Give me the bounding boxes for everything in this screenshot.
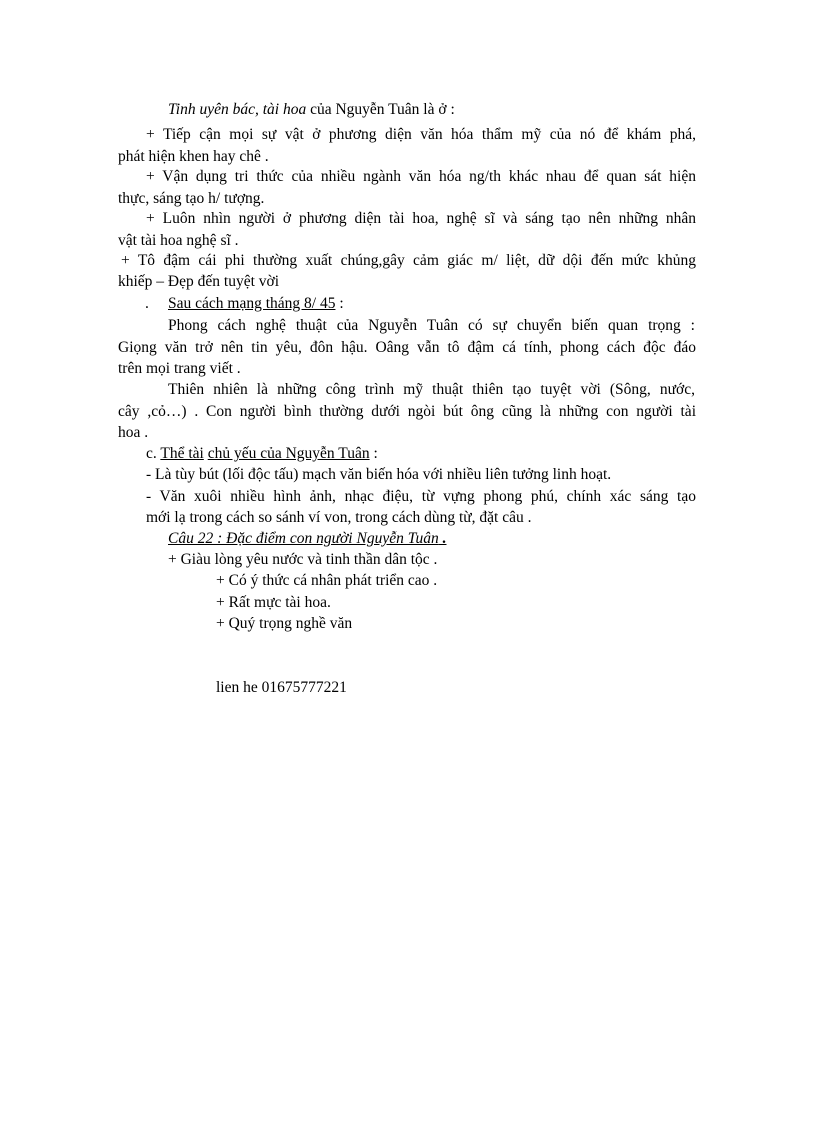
section-c-heading-line [146, 444, 378, 464]
question-point2: + Có ý thức cá nhân phát triển cao . [216, 572, 438, 589]
question-title: Câu 22 : Đặc điểm con người Nguyễn Tuân [168, 530, 439, 547]
section-b-heading: Sau cách mạng tháng 8/ 45 [168, 295, 336, 312]
para1-line1: Phong cách nghệ thuật của Nguyễn Tuân có sự chuyển biến quan trọng : [168, 317, 695, 334]
question-point4: + Quý trọng nghề văn [216, 615, 353, 632]
section-c-item1: - Là tùy bút (lối độc tấu) mạch văn biến hóa với nhiều liên tưởng linh hoạt. [146, 466, 612, 483]
bullet2-line1: + Vận dụng tri thức của nhiều ngành văn hóa ng/th khác nhau để quan sát hiện [146, 168, 696, 185]
intro-italic-text: Tinh uyên bác, tài hoa [168, 101, 307, 118]
section-c-item2-line1: - Văn xuôi nhiều hình ảnh, nhạc điệu, từ vựng phong phú, chính xác sáng tạo [146, 488, 696, 505]
section-c-item2-line2: mới lạ trong cách so sánh ví von, trong cách dùng từ, đặt câu . [146, 509, 532, 526]
contact-line: lien he 01675777221 [216, 679, 347, 696]
bullet4-line2: khiếp – Đẹp đến tuyệt vời [118, 273, 280, 290]
section-c-prefix: c. [146, 445, 161, 462]
para1-line3: trên mọi trang viết . [118, 360, 241, 377]
para1-line2: Giọng văn trở nên tin yêu, đôn hậu. Oâng vẫn tô đậm cá tính, phong cách độc đáo [118, 339, 696, 356]
para2-line3: hoa . [118, 424, 149, 441]
section-b-heading-line [168, 294, 344, 314]
para2-line2: cây ,cỏ…) . Con người bình thường dưới ngòi bút ông cũng là những con người tài [118, 403, 696, 420]
para2-line1: Thiên nhiên là những công trình mỹ thuật thiên tạo tuyệt vời (Sông, nước, [168, 381, 695, 398]
section-b-heading-tail: : [335, 295, 344, 312]
question-point1: + Giàu lòng yêu nước và tinh thần dân tộc . [168, 551, 438, 568]
bullet1-line2: phát hiện khen hay chê . [118, 148, 269, 165]
intro-line [168, 100, 455, 120]
bullet1-line1: + Tiếp cận mọi sự vật ở phương diện văn hóa thẩm mỹ của nó để khám phá, [146, 126, 696, 143]
section-c-heading-rest: chủ yếu của Nguyễn Tuân [207, 445, 370, 462]
bullet3-line1: + Luôn nhìn người ở phương diện tài hoa, nghệ sĩ và sáng tạo nên những nhân [146, 210, 696, 227]
bullet3-line2: vật tài hoa nghệ sĩ . [118, 232, 239, 249]
bullet2-line2: thực, sáng tạo h/ tượng. [118, 190, 265, 207]
question-point3: + Rất mực tài hoa. [216, 594, 331, 611]
section-c-heading-word1: Thể tài [160, 445, 204, 462]
intro-rest-text: của Nguyễn Tuân là ở : [306, 101, 455, 118]
question-title-tail: . [438, 530, 447, 547]
section-c-heading-tail: : [369, 445, 378, 462]
bullet4-line1: + Tô đậm cái phi thường xuất chúng,gây cảm giác m/ liệt, dữ dội đến mức khủng [121, 252, 696, 269]
section-b-marker: . [145, 295, 149, 312]
question-title-line [168, 529, 446, 549]
